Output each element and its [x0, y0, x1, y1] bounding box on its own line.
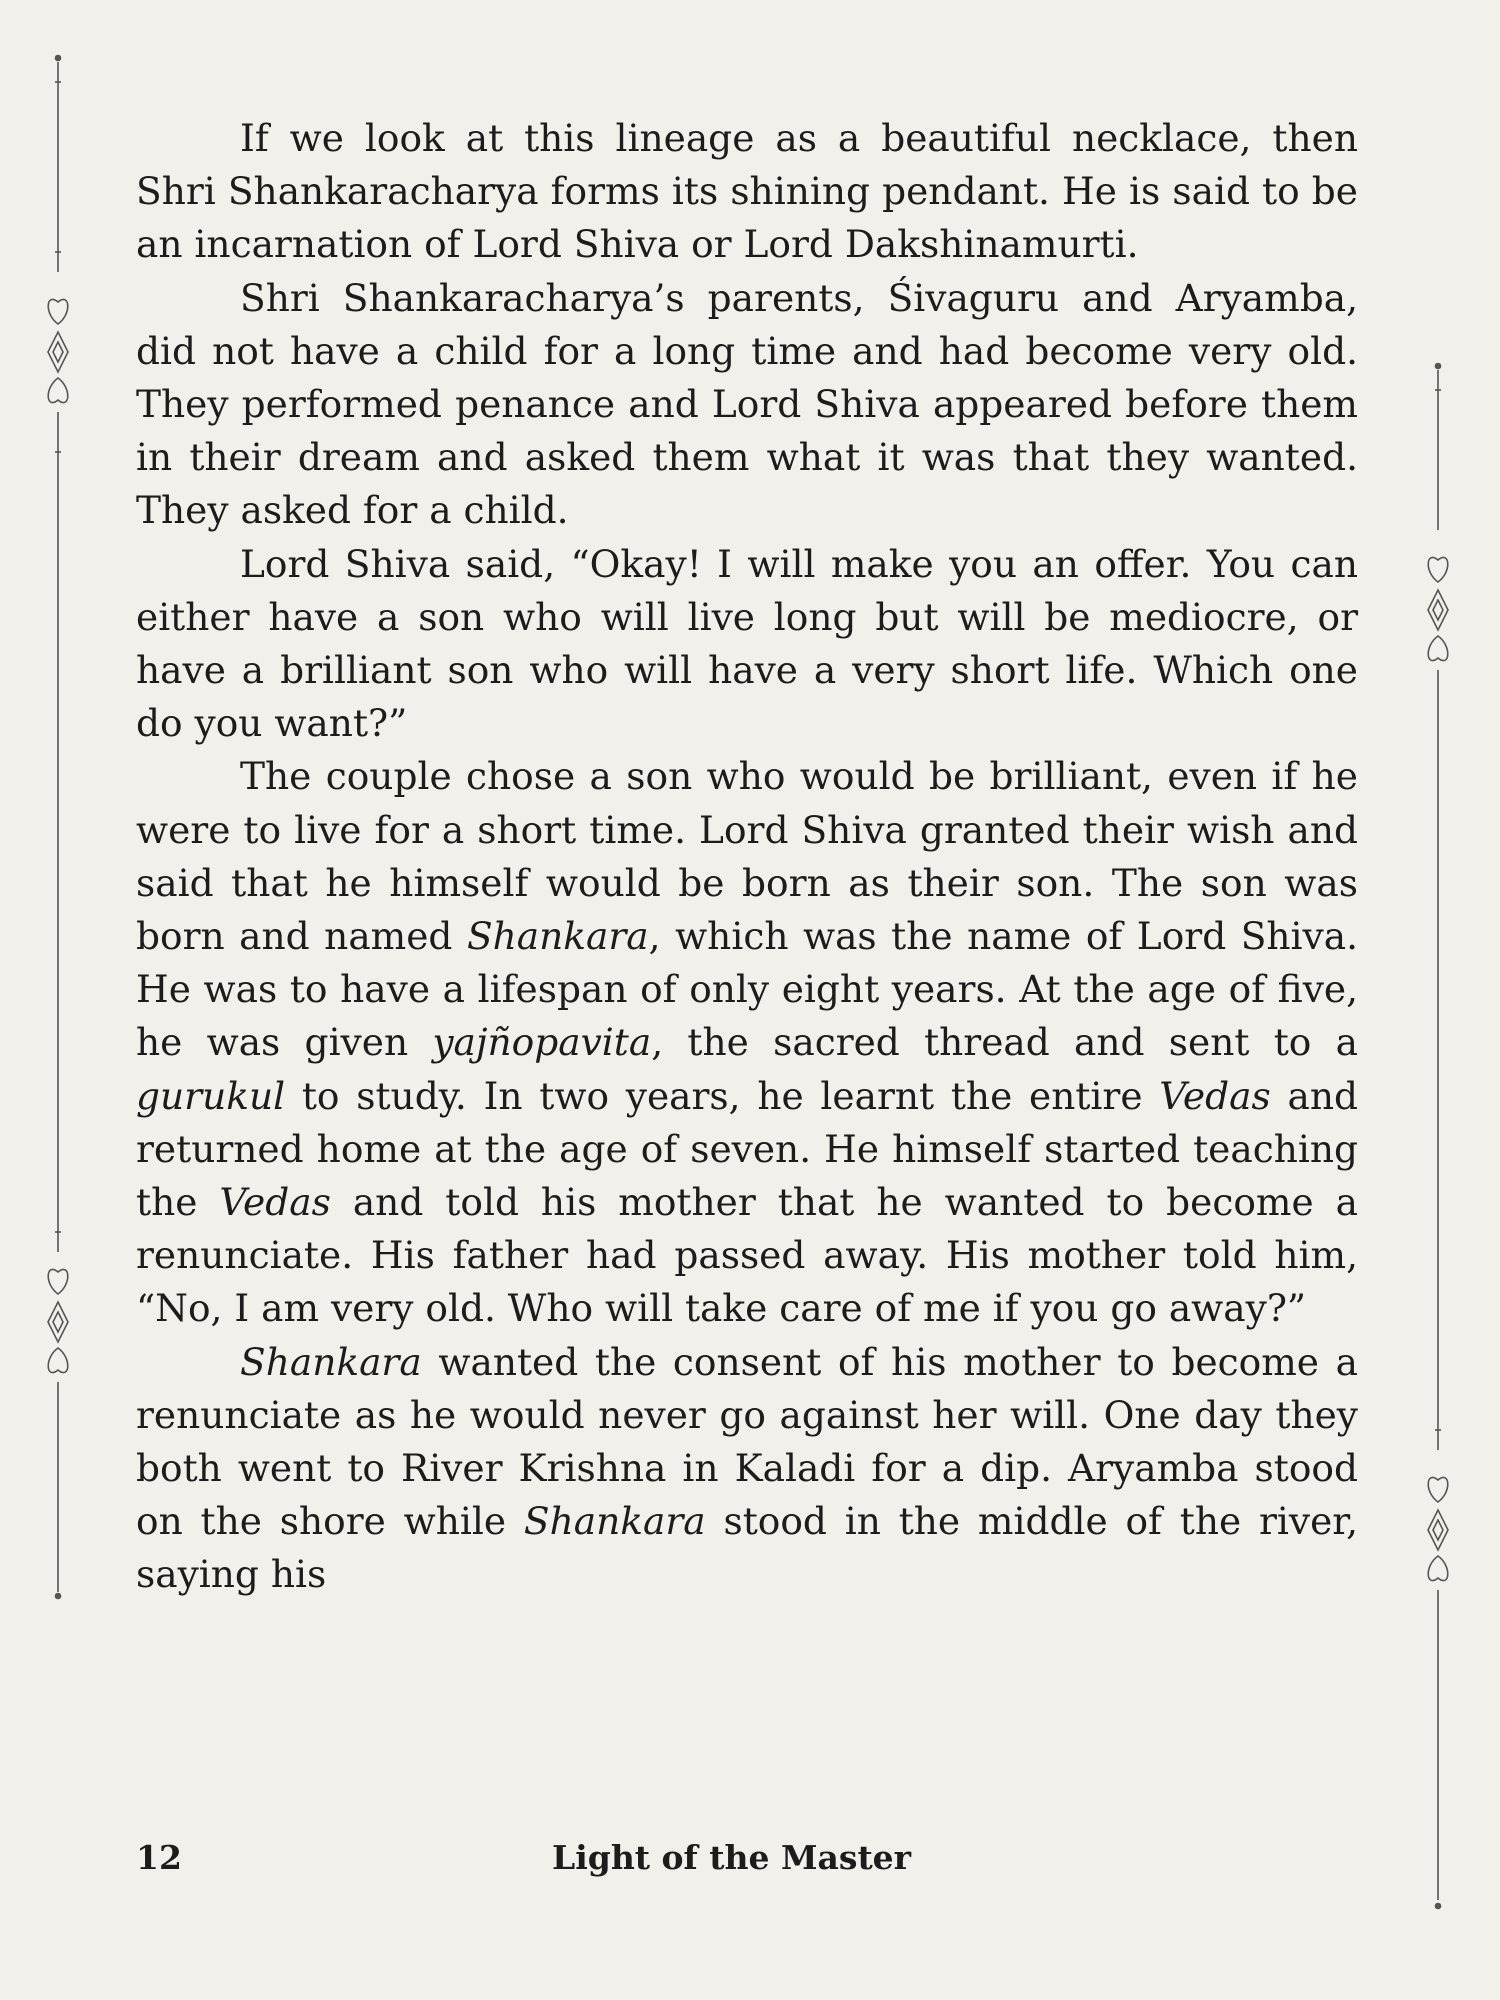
body-text: [136, 112, 1358, 1602]
paragraph-1: If we look at this lineage as a beautiful necklace, then Shri Shankaracharya forms its shining pendant. He is said to be an incarnation of Lord Shiva or Lord Dakshinamurti.: [136, 116, 1358, 267]
paragraph-4: [136, 750, 1358, 1335]
page-number: 12: [136, 1838, 182, 1877]
text-run: wanted the consent of his mother to become a renunciate as he would never go against her will. One day they both went to River Krishna in Kaladi for a dip. Aryamba stood on the shore while: [136, 1339, 1358, 1544]
italic-term: Vedas: [219, 1180, 331, 1225]
italic-term: Shankara: [466, 914, 649, 959]
italic-term: Shankara: [523, 1499, 706, 1544]
text-run: to study. In two years, he learnt the entire: [285, 1073, 1160, 1118]
right-border-ornament-icon: [1418, 360, 1458, 1920]
text-run: and returned home at the age of seven. He himself started teaching the: [136, 1073, 1359, 1225]
text-run: , the sacred thread and sent to a: [651, 1020, 1358, 1065]
italic-term: Vedas: [1159, 1073, 1271, 1118]
text-run: , which was the name of Lord Shiva. He was to have a lifespan of only eight years. At the age of five, he was given: [136, 914, 1358, 1065]
italic-term: gurukul: [136, 1073, 286, 1118]
text-run: The couple chose a son who would be brilliant, even if he were to live for a short time. Lord Shiva granted their wish and said that he himself would be born as their son. The son was born and named: [136, 754, 1358, 959]
paragraph-2: Shri Shankaracharya’s parents, Śivaguru and Aryamba, did not have a child for a long time and had become very old. They performed penance and Lord Shiva appeared before them in their dream and asked them what it was that they wanted. They asked for a child.: [136, 275, 1358, 533]
text-run: stood in the middle of the river, saying his: [136, 1499, 1358, 1597]
running-footer-title: Light of the Master: [552, 1838, 912, 1877]
italic-term: Shankara: [240, 1339, 422, 1384]
left-border-ornament-icon: [38, 52, 78, 1602]
paragraph-3: Lord Shiva said, “Okay! I will make you an offer. You can either have a son who will live long but will be mediocre, or have a brilliant son who will have a very short life. Which one do you want?”: [136, 541, 1358, 746]
text-run: and told his mother that he wanted to become a renunciate. His father had passed away. His mother told him, “No, I am very old. Who will take care of me if you go away?”: [136, 1180, 1358, 1331]
paragraph-5: [136, 1336, 1358, 1602]
italic-term: yajñopavita: [432, 1020, 652, 1065]
